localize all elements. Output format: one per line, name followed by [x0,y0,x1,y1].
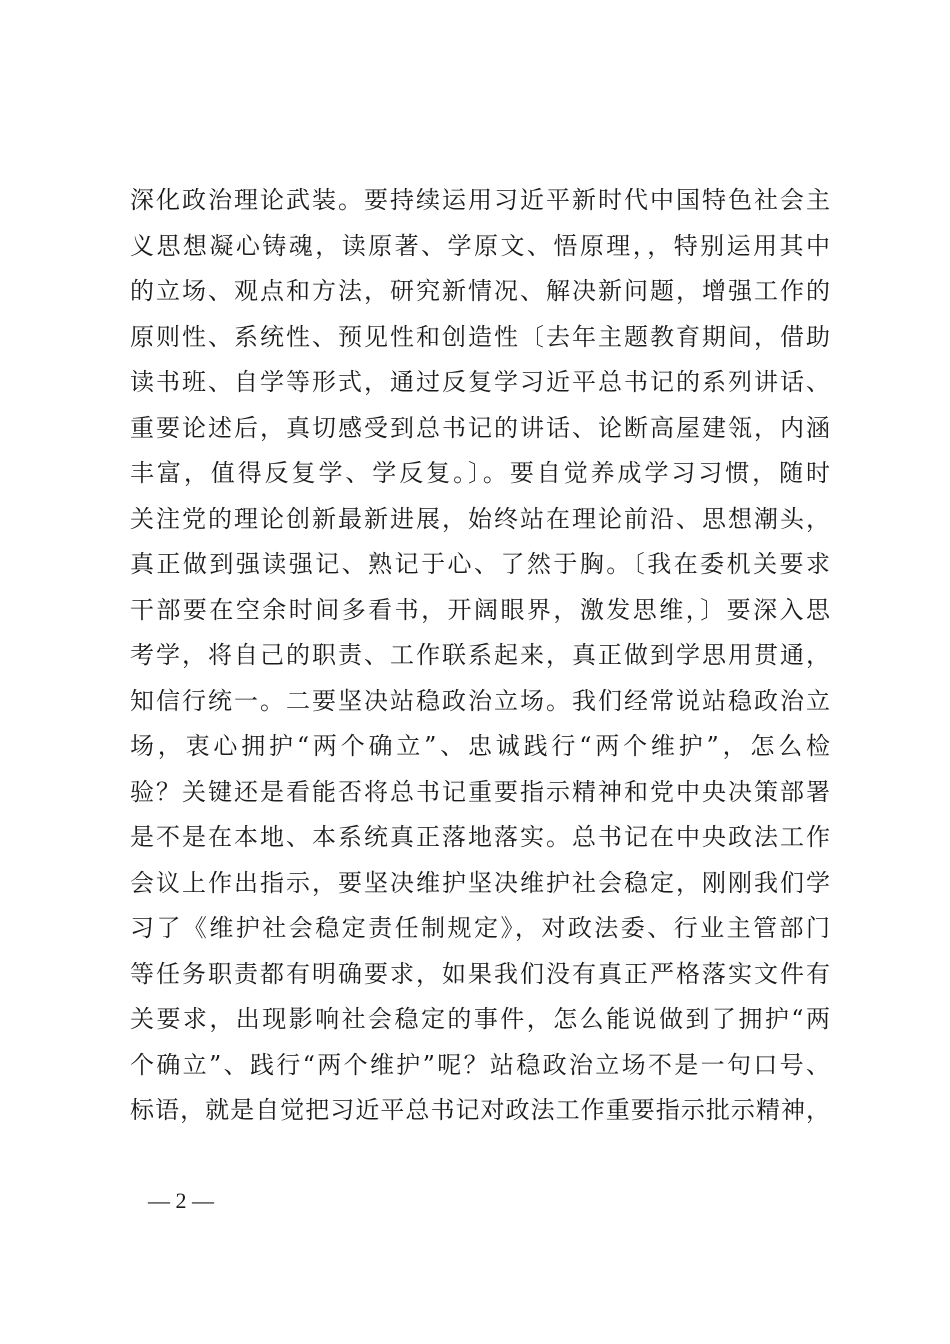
text-line: 标语，就是自觉把习近平总书记对政法工作重要指示批示精神， [130,1096,830,1124]
text-line: 关要求，出现影响社会稳定的事件，怎么能说做到了拥护“两 [130,1005,830,1033]
page-number: — 2 — [148,1188,214,1213]
text-line: 读书班、自学等形式，通过反复学习近平总书记的系列讲话、 [130,368,830,396]
text-line: 原则性、系统性、预见性和创造性〔去年主题教育期间，借助 [130,322,830,351]
text-line: 的立场、观点和方法，研究新情况、解决新问题，增强工作的 [130,277,830,305]
text-line: 等任务职责都有明确要求，如果我们没有真正严格落实文件有 [130,959,830,988]
text-line: 个确立”、践行“两个维护”呢？站稳政治立场不是一句口号、 [130,1050,830,1079]
text-line: 验？关键还是看能否将总书记重要指示精神和党中央决策部署 [130,777,830,806]
text-line: 是不是在本地、本系统真正落地落实。总书记在中央政法工作 [130,823,830,851]
text-line: 会议上作出指示，要坚决维护坚决维护社会稳定，刚刚我们学 [130,868,830,897]
text-line: 真正做到强读强记、熟记于心、了然于胸。〔我在委机关要求 [130,550,830,578]
body-text [130,178,830,1134]
text-line: 义思想凝心铸魂，读原著、学原文、悟原理，，特别运用其中 [130,231,830,260]
text-line: 关注党的理论创新最新进展，始终站在理论前沿、思想潮头， [130,504,830,533]
text-line: 深化政治理论武装。要持续运用习近平新时代中国特色社会主 [130,186,830,214]
text-line: 习了《维护社会稳定责任制规定》，对政法委、行业主管部门 [130,914,830,942]
text-line: 知信行统一。二要坚决站稳政治立场。我们经常说站稳政治立 [130,686,830,715]
text-line: 干部要在空余时间多看书，开阔眼界，激发思维，〕要深入思 [130,595,830,624]
text-line: 考学，将自己的职责、工作联系起来，真正做到学思用贯通， [130,641,830,669]
text-line: 重要论述后，真切感受到总书记的讲话、论断高屋建瓴，内涵 [130,413,830,442]
text-line: 场，衷心拥护“两个确立”、忠诚践行“两个维护”，怎么检 [130,732,830,760]
text-line: 丰富，值得反复学、学反复。〕。要自觉养成学习习惯，随时 [130,459,830,487]
